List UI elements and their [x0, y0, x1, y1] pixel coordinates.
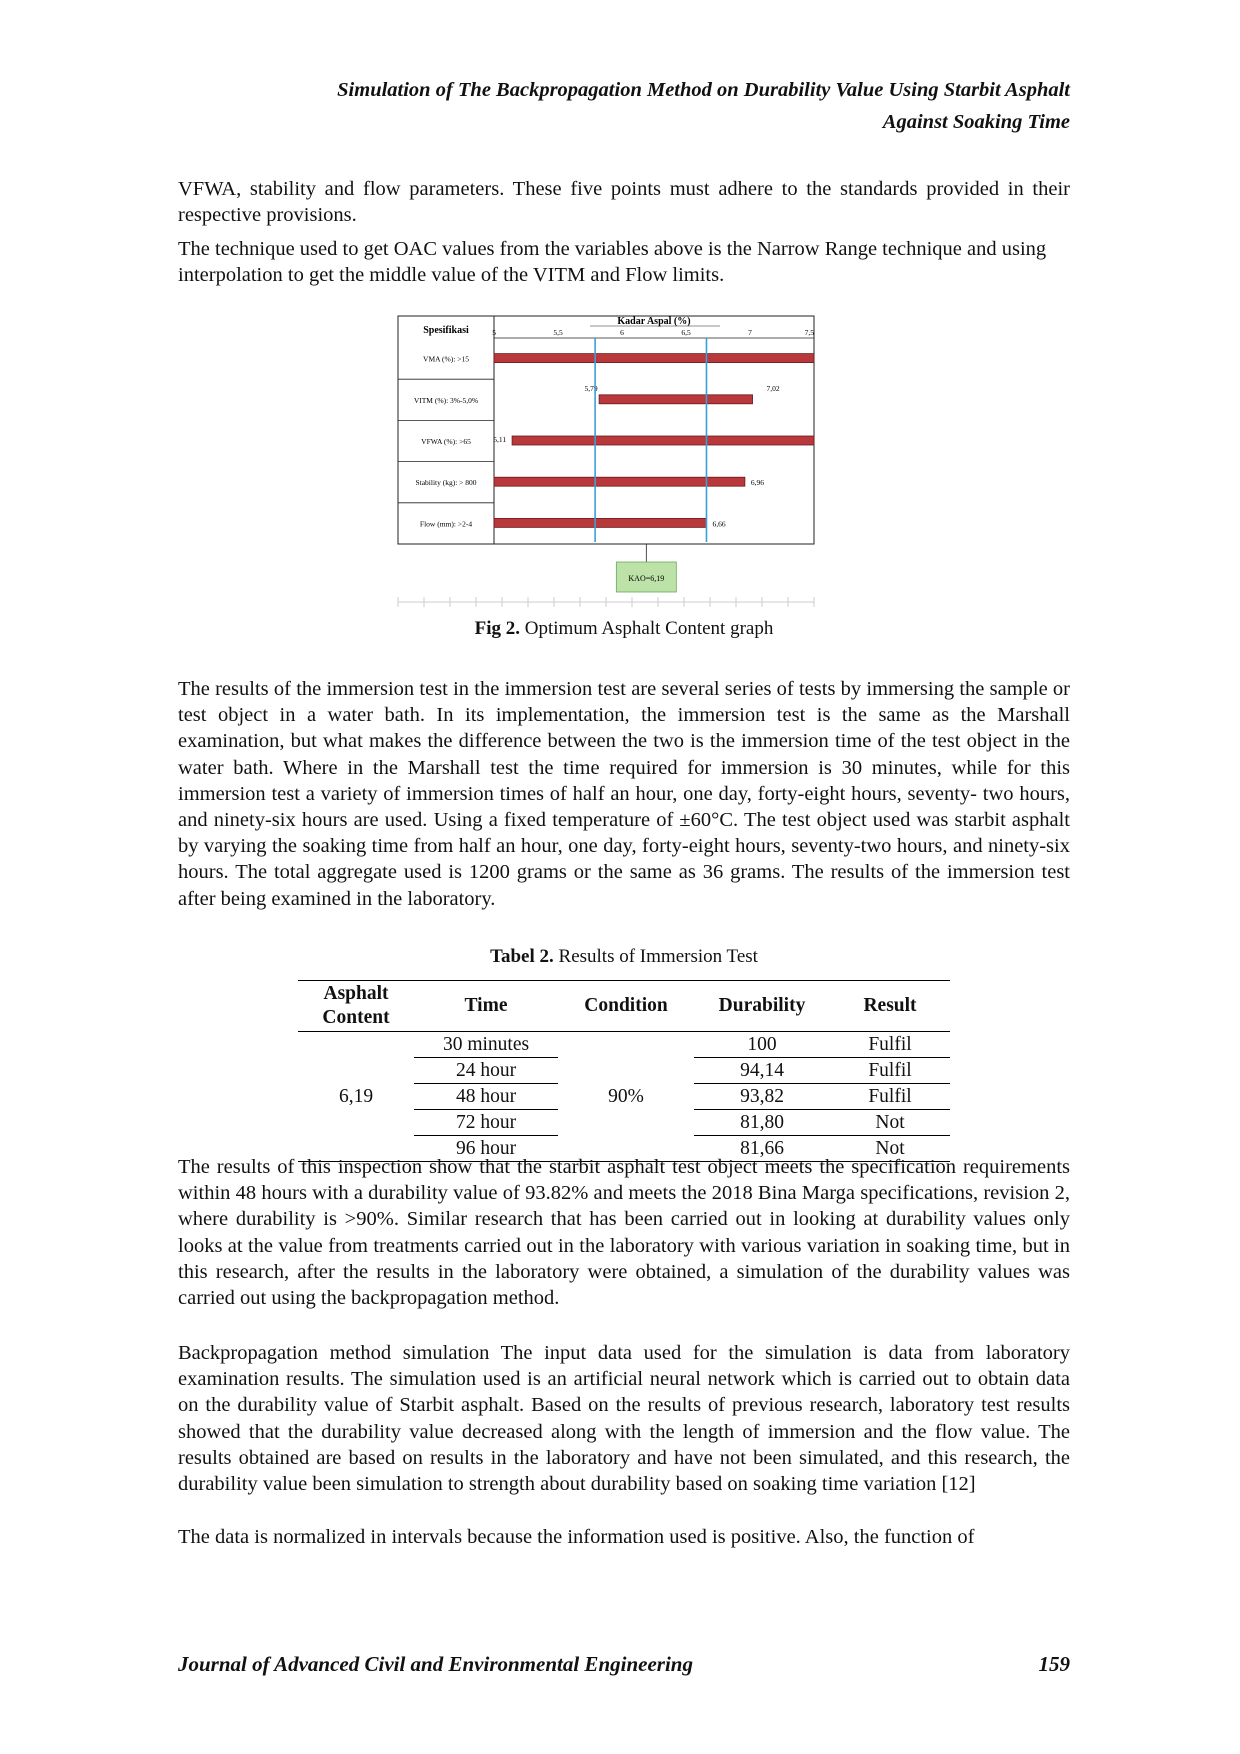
- x-tick-label: 5: [492, 328, 496, 337]
- paragraph-backpropagation: Backpropagation method simulation The input data used for the simulation is data from laboratory examination results. The simulation used is an artificial neural network which is carried out to obtain data on the durability value of Starbit asphalt. Based on the results of previous research, laboratory test results showed that the durability value decreased along with the length of immersion and the flow value. The results obtained are based on results in the laboratory and have not been simulated, and this research, the durability value been simulation to strength about durability based on soaking time variation [12]: [178, 1342, 1070, 1496]
- paragraph-vfwa: VFWA, stability and flow parameters. These five points must adhere to the standards provided in their respective provisions.: [178, 178, 1070, 227]
- figure-caption-text: Optimum Asphalt Content graph: [520, 618, 774, 639]
- header-result: Result: [830, 981, 950, 1032]
- figure-caption-label: Fig 2.: [474, 618, 521, 639]
- category-label: Stability (kg): > 800: [415, 478, 477, 488]
- cell-time: 24 hour: [414, 1058, 558, 1084]
- header-asphalt-content: Asphalt Content: [298, 981, 414, 1032]
- optimum-asphalt-content-chart: [390, 314, 850, 614]
- cell-result: Not: [830, 1110, 950, 1136]
- result-label: KAO=6,19: [628, 574, 665, 583]
- header-time: Time: [414, 981, 558, 1032]
- paragraph-narrow-range: The technique used to get OAC values from the variables above is the Narrow Range technique and using interpolation to get the middle value of the VITM and Flow limits.: [178, 238, 1047, 287]
- cell-result: Not: [830, 1136, 950, 1162]
- header-durability: Durability: [694, 981, 830, 1032]
- table-header-row: [298, 981, 950, 1032]
- category-label: Flow (mm): >2-4: [419, 519, 473, 529]
- page-number: 159: [1038, 1652, 1070, 1676]
- table-caption-label: Tabel 2.: [490, 946, 554, 967]
- x-tick-label: 6,5: [681, 328, 691, 337]
- range-bar: [494, 518, 706, 527]
- range-bar: [494, 354, 814, 363]
- range-bar: [512, 436, 814, 445]
- header-condition: Condition: [558, 981, 694, 1032]
- x-tick-label: 5,5: [553, 328, 563, 337]
- paragraph-normalization: The data is normalized in intervals because the information used is positive. Also, the function of: [178, 1526, 975, 1548]
- cell-time: 30 minutes: [414, 1032, 558, 1058]
- paragraph-immersion-test: The results of the immersion test in the immersion test are several series of tests by immersing the sample or test object in a water bath. In its implementation, the immersion test is the same as the Marshall examination, but what makes the difference between the two is the immersion time of the test object in the water bath. Where in the Marshall test the time required for immersion is 30 minutes, while for this immersion test a variety of immersion times of half an hour, one day, forty-eight hours, seventy- two hours, and ninety-six hours are used. Using a fixed temperature of ±60°C. The test object used was starbit asphalt by varying the soaking time from half an hour, one day, forty-eight hours, seventy-two hours, and ninety-six hours. The total aggregate used is 1200 grams or the same as 36 grams. The results of the immersion test after being examined in the laboratory.: [178, 678, 1070, 910]
- figure-caption: [178, 618, 1070, 640]
- journal-name: Journal of Advanced Civil and Environmental Engineering: [178, 1652, 693, 1676]
- results-table-wrapper: [298, 980, 950, 1162]
- running-header: [170, 74, 1070, 138]
- results-table: [298, 980, 950, 1162]
- cell-durability: 100: [694, 1032, 830, 1058]
- bar-end-label: 6,96: [750, 478, 765, 488]
- chart-title: Kadar Aspal (%): [617, 316, 691, 327]
- range-bar: [599, 395, 752, 404]
- x-tick-label: 6: [620, 328, 624, 337]
- cell-durability: 81,66: [694, 1136, 830, 1162]
- category-label: VFWA (%): >65: [421, 437, 471, 446]
- cell-result: Fulfil: [830, 1084, 950, 1110]
- x-tick-label: 7,5: [804, 328, 814, 337]
- x-tick-label: 7: [748, 328, 752, 337]
- bar-end-label: 6,66: [712, 519, 726, 529]
- table-caption: [178, 946, 1070, 968]
- category-label: VITM (%): 3%-5,0%: [413, 395, 479, 405]
- category-label: VMA (%): >15: [423, 354, 469, 364]
- cell-durability: 93,82: [694, 1084, 830, 1110]
- cell-condition: 90%: [558, 1032, 694, 1162]
- header-spesifikasi: Spesifikasi: [423, 325, 469, 336]
- page-footer: [178, 1652, 1070, 1677]
- cell-time: 72 hour: [414, 1110, 558, 1136]
- table-row: [298, 1032, 950, 1058]
- bar-start-label: 5,11: [493, 435, 507, 444]
- running-header-line-2: Against Soaking Time: [882, 111, 1070, 133]
- running-header-line-1: Simulation of The Backpropagation Method on Durability Value Using Starbit Asphalt: [337, 79, 1070, 101]
- cell-asphalt-content: 6,19: [298, 1032, 414, 1162]
- bar-end-label: 7,02: [766, 383, 780, 393]
- cell-result: Fulfil: [830, 1058, 950, 1084]
- table-caption-text: Results of Immersion Test: [553, 946, 758, 967]
- cell-time: 48 hour: [414, 1084, 558, 1110]
- cell-time: 96 hour: [414, 1136, 558, 1162]
- paragraph-inspection-results: The results of this inspection show that the starbit asphalt test object meets the specification requirements within 48 hours with a durability value of 93.82% and meets the 2018 Bina Marga specifications, revision 2, where durability is >90%. Similar research that has been carried out in looking at durability values only looks at the value from treatments carried out in the laboratory with various variation in soaking time, but in this research, after the results in the laboratory were obtained, a simulation of the durability values was carried out using the backpropagation method.: [178, 1156, 1070, 1310]
- cell-result: Fulfil: [830, 1032, 950, 1058]
- cell-durability: 81,80: [694, 1110, 830, 1136]
- bar-start-label: 5,79: [584, 383, 598, 393]
- chart-frame: [398, 316, 814, 544]
- cell-durability: 94,14: [694, 1058, 830, 1084]
